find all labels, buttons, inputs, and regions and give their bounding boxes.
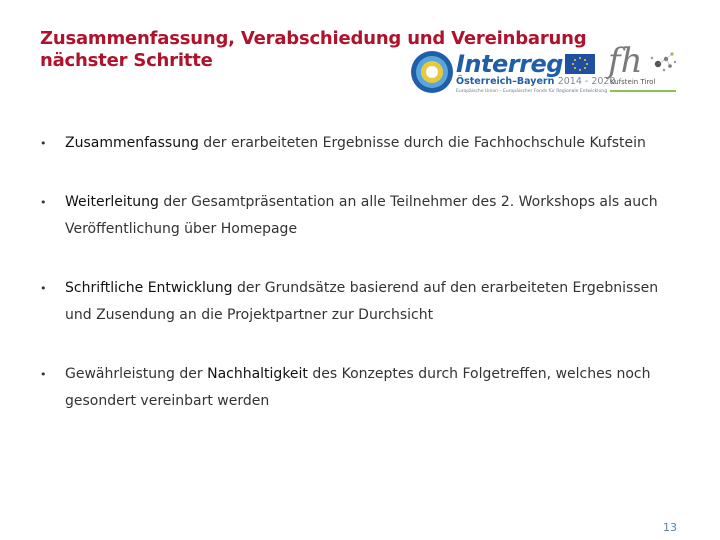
bullet-item [40, 189, 660, 243]
bullet-dot: • [40, 196, 47, 209]
interreg-region-name: Österreich–Bayern [456, 76, 555, 87]
bullet-text: des Konzeptes durch Folgetreffen, welches noch gesondert vereinbart werden [65, 366, 651, 409]
bullet-text: der Gesamtpräsentation an alle Teilnehmer des 2. Workshops als auch Veröffentlichung über Homepage [65, 194, 658, 237]
bullet-keyword: Nachhaltigkeit [207, 366, 308, 382]
bullet-text: der erarbeiteten Ergebnisse durch die Fachhochschule Kufstein [198, 135, 646, 151]
bullet-text: der Grundsätze basierend auf den erarbeiteten Ergebnissen und Zusendung an die Projektpartner zur Durchsicht [65, 280, 659, 323]
bullet-keyword: Schriftliche Entwicklung [65, 280, 233, 296]
interreg-years: 2014 - 2020 [557, 76, 616, 87]
bullet-list [40, 130, 660, 415]
bullet-keyword: Zusammenfassung [65, 135, 199, 151]
bullet-item [40, 130, 660, 157]
interreg-logo [410, 48, 616, 98]
bullet-item [40, 361, 660, 415]
interreg-region [456, 76, 616, 87]
bullet-keyword: Weiterleitung [65, 194, 159, 210]
interreg-wordmark: Interreg [456, 50, 563, 78]
fh-letters: fh [608, 41, 643, 81]
bullet-dot: • [40, 137, 47, 150]
fh-name: Kufstein Tirol [610, 78, 656, 86]
bullet-lead: Gewährleistung der [65, 366, 208, 382]
fh-accent-bar [610, 90, 676, 92]
bullet-item [40, 275, 660, 329]
slide-title-line-2: nächster Schritte [40, 50, 213, 71]
page-number: 13 [663, 521, 677, 534]
fh-kufstein-logo [608, 41, 682, 98]
interreg-circle-icon [410, 50, 454, 94]
bullet-dot: • [40, 282, 47, 295]
slide-title-line-1: Zusammenfassung, Verabschiedung und Vereinbarung [40, 28, 587, 49]
network-dots-icon [648, 50, 678, 76]
bullet-dot: • [40, 368, 47, 381]
interreg-fine-print: Europäische Union – Europäischer Fonds für Regionale Entwicklung [456, 89, 608, 94]
eu-flag-icon [565, 54, 595, 74]
